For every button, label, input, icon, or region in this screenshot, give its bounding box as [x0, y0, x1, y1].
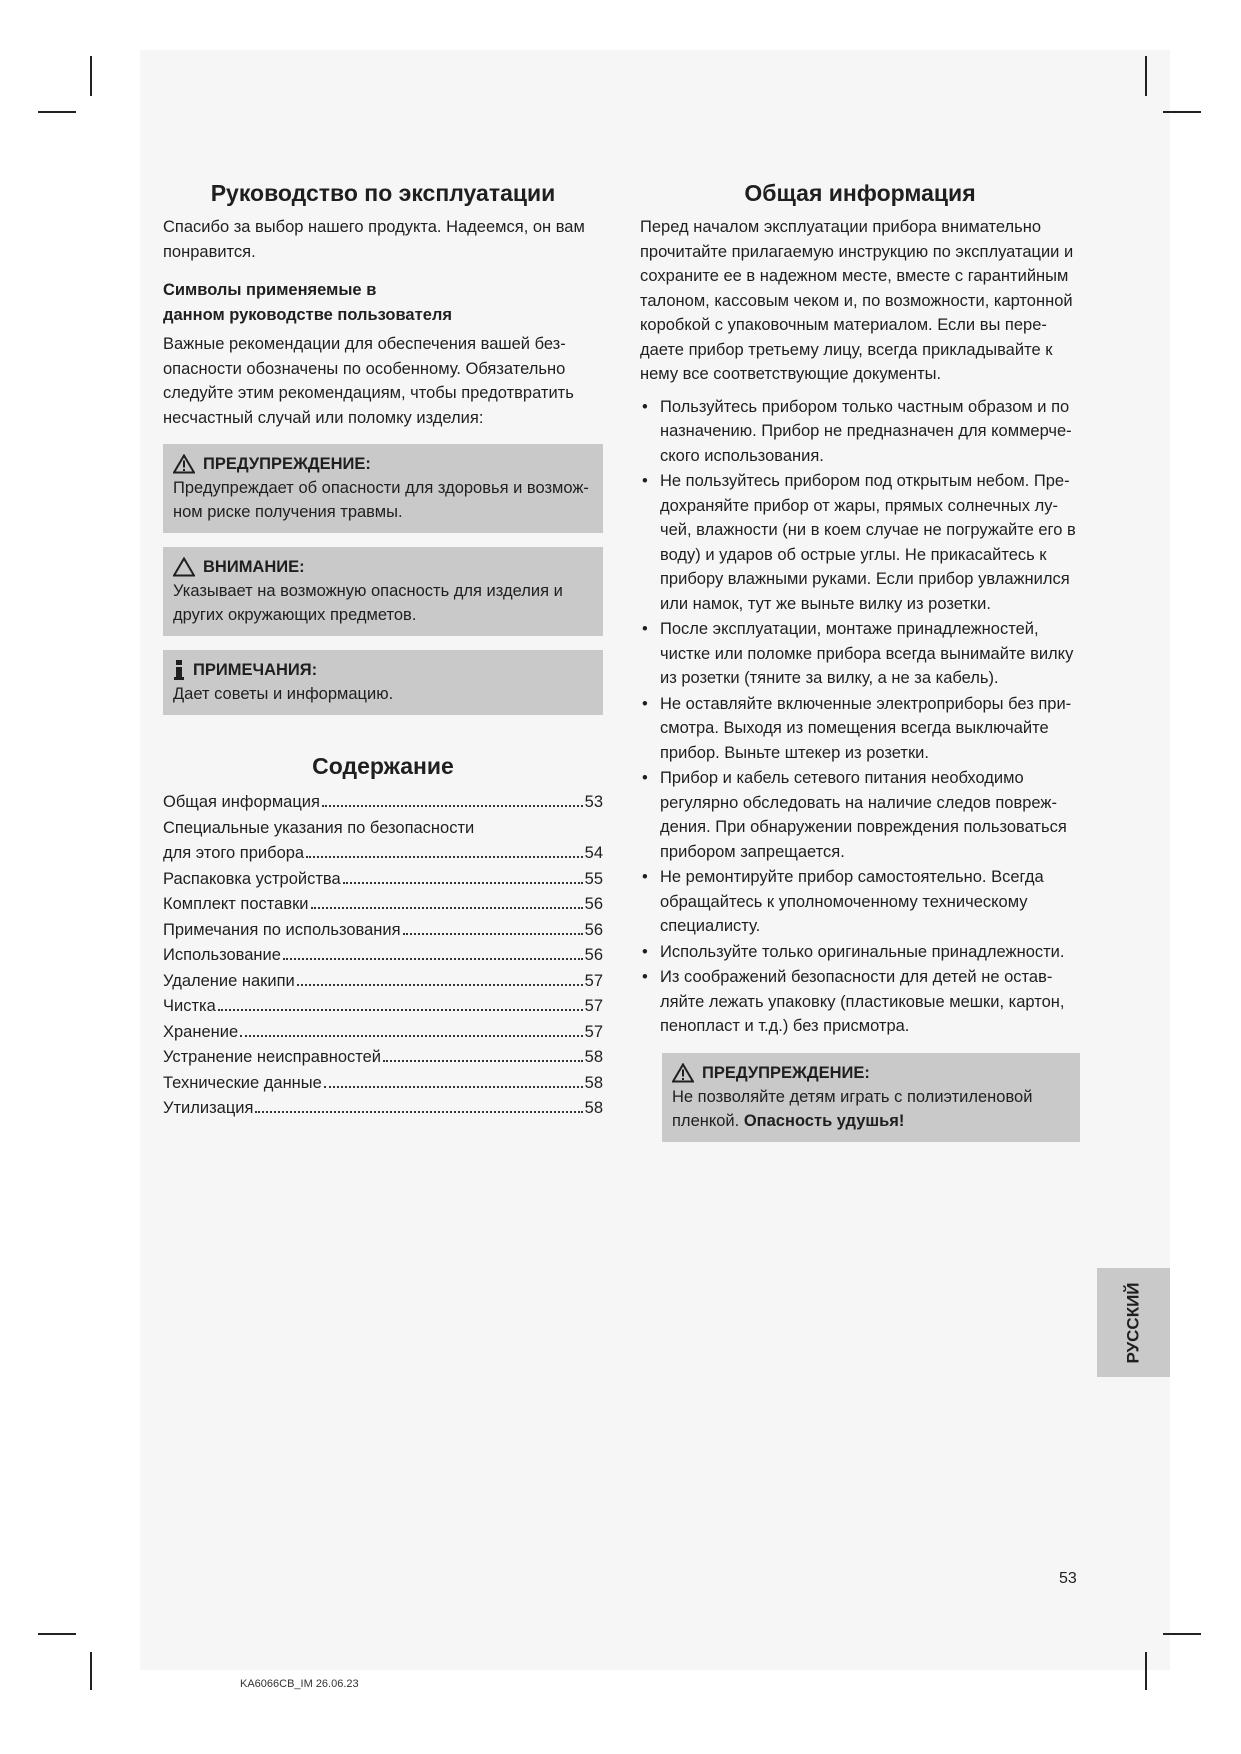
- left-column: [163, 180, 603, 1122]
- child-warning-box: [662, 1053, 1080, 1142]
- general-info-title: Общая информация: [744, 180, 976, 206]
- notes-text: Дает советы и информацию.: [173, 685, 394, 703]
- list-item: • Не пользуйтесь прибором под открытым небом. Пре-дохраняйте прибор от жары, прямых солнечных лу-чей, влажности (ни в коем случае не погружайте его в воду) и ударов об острые углы. Не прикасайтесь к прибору влажными руками. Если прибор увлажнился или намок, тут же выньте вилку из розетки.: [640, 469, 1080, 616]
- toc-label: Распаковка устройства: [163, 869, 341, 888]
- crop-mark: [38, 1633, 76, 1635]
- symbols-text: Важные рекомендации для обеспечения вашей без-опасности обозначены по особенному. Обязательно следуйте этим рекомендациям, чтобы предотвратить несчастный случай или поломку изделия:: [163, 335, 574, 427]
- list-item: • Из соображений безопасности для детей не остав-ляйте лежать упаковку (пластиковые мешки, картон, пенопласт и т.д.) без присмотра.: [640, 965, 1080, 1039]
- toc-page: 54: [584, 844, 603, 862]
- symbols-heading-line2: данном руководстве пользователя: [163, 306, 452, 324]
- toc-page: 58: [584, 1048, 603, 1066]
- child-warning-title: ПРЕДУПРЕЖДЕНИЕ:: [702, 1063, 870, 1082]
- language-tab-label: РУССКИЙ: [1123, 1281, 1143, 1364]
- toc-page: 56: [584, 895, 603, 913]
- toc-row[interactable]: [163, 1020, 603, 1046]
- safety-list: [640, 395, 1080, 1039]
- toc-row[interactable]: [163, 892, 603, 918]
- caution-title: ВНИМАНИЕ:: [203, 558, 305, 576]
- child-warning-text-block: [672, 1085, 1070, 1133]
- child-warning-bold: Опасность удушья!: [743, 1111, 905, 1130]
- caution-box-title: [173, 555, 593, 579]
- symbols-heading: [163, 278, 603, 328]
- right-column: [640, 180, 1080, 1142]
- toc-page: 56: [584, 920, 603, 939]
- list-item: • Не ремонтируйте прибор самостоятельно. Всегда обращайтесь к уполномоченному техническому специалисту.: [640, 865, 1080, 939]
- warning-box: [163, 444, 603, 533]
- toc-row[interactable]: [163, 790, 603, 816]
- warning-triangle-icon: [672, 1063, 694, 1083]
- toc-label: Использование: [163, 946, 281, 964]
- toc-label: Удаление накипи: [163, 971, 295, 990]
- toc-label: Чистка: [163, 997, 216, 1015]
- crop-mark: [1145, 56, 1147, 96]
- toc-page: 57: [584, 1022, 603, 1041]
- toc-row-line: [163, 816, 603, 842]
- manual-title: Руководство по эксплуатации: [210, 180, 556, 206]
- crop-mark: [1145, 1652, 1147, 1690]
- list-item: • Не оставляйте включенные электроприборы без при-смотра. Выходя из помещения всегда выключайте прибор. Выньте штекер из розетки.: [640, 692, 1080, 766]
- toc-page: 58: [584, 1073, 603, 1092]
- toc-row[interactable]: [163, 1045, 603, 1071]
- toc-page: 58: [584, 1099, 603, 1117]
- child-warning-text: Не позволяйте детям играть с полиэтиленовой пленкой.: [672, 1087, 1033, 1130]
- list-item: • Используйте только оригинальные принадлежности.: [640, 940, 1080, 965]
- toc-label: Утилизация: [163, 1099, 254, 1117]
- crop-mark: [1163, 111, 1201, 113]
- toc-row[interactable]: [163, 994, 603, 1020]
- notes-title: ПРИМЕЧАНИЯ:: [193, 661, 318, 679]
- footer-code: KA6066CB_IM 26.06.23: [240, 1678, 359, 1690]
- notes-box-title: [173, 658, 593, 682]
- crop-mark: [90, 1652, 92, 1690]
- toc-page: 56: [584, 946, 603, 964]
- toc-label: для этого прибора: [163, 844, 305, 862]
- toc-row[interactable]: [163, 918, 603, 944]
- symbols-heading-line1: Символы применяемые в: [163, 281, 377, 299]
- caution-box: [163, 547, 603, 636]
- toc-row[interactable]: [163, 867, 603, 893]
- warning-title: ПРЕДУПРЕЖДЕНИЕ:: [203, 455, 371, 473]
- list-item: • Прибор и кабель сетевого питания необходимо регулярно обследовать на наличие следов повреж-дения. При обнаружении повреждения пользоваться прибором запрещается.: [640, 766, 1080, 864]
- toc-label: Хранение: [163, 1022, 239, 1041]
- crop-mark: [38, 111, 76, 113]
- toc-label: Комплект поставки: [163, 895, 309, 913]
- toc-row[interactable]: [163, 1096, 603, 1122]
- toc-row[interactable]: [163, 969, 603, 995]
- info-icon: [173, 660, 185, 680]
- toc-page: 57: [584, 997, 603, 1015]
- list-item: • После эксплуатации, монтаже принадлежностей, чистке или поломке прибора всегда вынимайте вилку из розетки (тяните за вилку, а не за кабель).: [640, 617, 1080, 691]
- general-info-intro: Перед началом эксплуатации прибора внимательно прочитайте прилагаемую инструкцию по эксплуатации и сохраните ее в надежном месте, вместе с гарантийным талоном, кассовым чеком и, по возможности, картонной коробкой с упаковочным материалом. Если вы пере-даете прибор третьему лицу, всегда прикладывайте к нему все соответствующие документы.: [640, 218, 1074, 383]
- toc-page: 55: [584, 869, 603, 888]
- toc-label: Технические данные: [163, 1073, 322, 1092]
- warning-triangle-icon: [173, 454, 195, 474]
- toc-page: 57: [584, 971, 603, 990]
- toc-label: Примечания по использования: [163, 920, 401, 939]
- intro-text: Спасибо за выбор нашего продукта. Надеемся, он вам понравится.: [163, 218, 585, 261]
- notes-box: [163, 650, 603, 715]
- crop-mark: [90, 56, 92, 96]
- toc-title: Содержание: [312, 753, 454, 779]
- toc-page: 53: [584, 793, 603, 811]
- list-item: • Пользуйтесь прибором только частным образом и по назначению. Прибор не предназначен для коммерче-ского использования.: [640, 395, 1080, 469]
- toc-label: Общая информация: [163, 793, 320, 811]
- caution-triangle-icon: [173, 557, 195, 577]
- warning-box-title: [173, 452, 593, 476]
- toc-label: Специальные указания по безопасности: [163, 818, 475, 837]
- page-number: 53: [1059, 1570, 1077, 1587]
- crop-mark: [1163, 1633, 1201, 1635]
- toc-row[interactable]: [163, 841, 603, 867]
- language-tab: [1097, 1268, 1170, 1377]
- toc-label: Устранение неисправностей: [163, 1048, 382, 1066]
- toc-row[interactable]: [163, 1071, 603, 1097]
- warning-text: Предупреждает об опасности для здоровья и возмож-ном риске получения травмы.: [173, 479, 589, 521]
- caution-text: Указывает на возможную опасность для изделия и других окружающих предметов.: [173, 582, 563, 624]
- toc-row[interactable]: [163, 943, 603, 969]
- child-warning-box-title: [672, 1061, 1070, 1085]
